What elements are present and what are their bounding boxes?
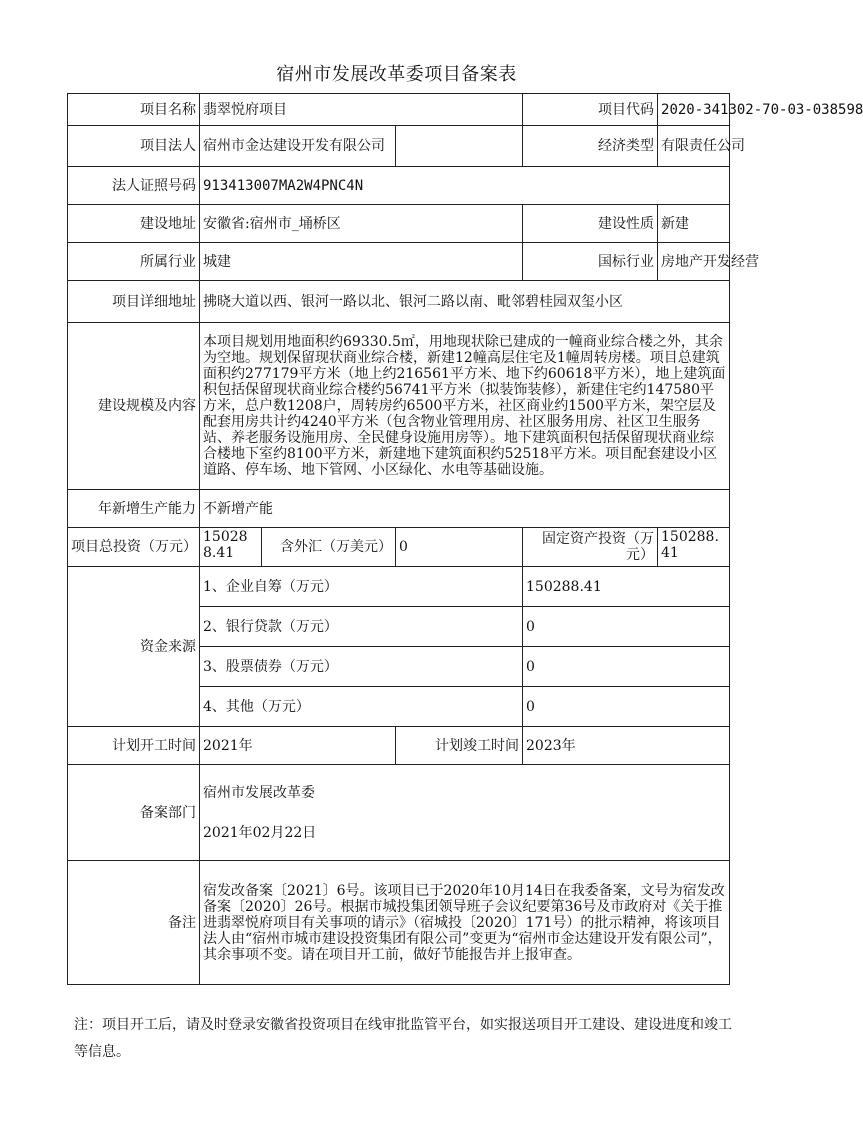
label-nature: 建设性质 [523,205,658,243]
label-remarks: 备注 [68,861,200,985]
label-license-no: 法人证照号码 [68,167,200,205]
label-planned-end: 计划竣工时间 [396,727,523,765]
value-location: 安徽省:宿州市_埇桥区 [200,205,523,243]
row-license-no [68,167,730,205]
funding-item-value: 150288.41 [523,567,730,607]
row-industry [68,243,730,281]
label-fixed-investment: 固定资产投资（万元） [523,528,658,567]
label-project-name: 项目名称 [68,94,200,126]
funding-item-value: 0 [523,647,730,687]
row-legal-person [68,126,730,167]
row-project-name [68,94,730,126]
value-project-code: 2020-341302-70-03-038598 [658,94,730,126]
filing-form-table [67,93,863,985]
funding-item-label: 2、银行贷款（万元） [200,607,523,647]
label-legal-person: 项目法人 [68,126,200,167]
value-industry: 城建 [200,243,523,281]
funding-item-label: 4、其他（万元） [200,687,523,727]
value-scale: 本项目规划用地面积约69330.5㎡，用地现状除已建成的一幢商业综合楼之外，其余为空地。规划保留现状商业综合楼，新建12幢高层住宅及1幢周转房楼。项目总建筑面积约277179平方米（地上约216561平方米、地下约60618平方米），地上建筑面积包括保留现状商业综合楼约56741平方米（拟装饰装修），新建住宅约147580平方米，总户数1208户，周转房约6500平方米，社区商业约1500平方米，架空层及配套用房共计约4240平方米（包含物业管理用房、社区服务用房、社区卫生服务站、养老服务设施用房、全民健身设施用房等）。地下建筑面积包括保留现状商业综合楼地下室约8100平方米，新建地下建筑面积约52518平方米。项目配套建设小区道路、停车场、地下管网、小区绿化、水电等基础设施。 [200,323,730,490]
label-planned-start: 计划开工时间 [68,727,200,765]
label-funding-source: 资金来源 [68,567,200,727]
label-economy-type: 经济类型 [523,126,658,167]
filing-dept-date: 2021年02月22日 [203,824,317,841]
value-address-detail: 拂晓大道以西、银河一路以北、银河二路以南、毗邻碧桂园双玺小区 [200,281,730,323]
value-planned-start: 2021年 [200,727,396,765]
row-funding-1 [68,567,730,607]
value-remarks: 宿发改备案〔2021〕6号。该项目已于2020年10月14日在我委备案，文号为宿发改备案〔2020〕26号。根据市城投集团领导班子会议纪要第36号及市政府对《关于推进翡翠悦府项目有关事项的请示》（宿城投〔2020〕171号）的批示精神，将该项目法人由“宿州市城市建设投资集团有限公司”变更为“宿州市金达建设开发有限公司”，其余事项不变。请在项目开工前，做好节能报告并上报审查。 [200,861,730,985]
funding-item-value: 0 [523,607,730,647]
label-scale: 建设规模及内容 [68,323,200,490]
row-capacity [68,490,730,528]
value-fixed-investment: 150288.41 [658,528,730,567]
filing-dept-stamp [200,765,730,861]
funding-item-label: 3、股票债券（万元） [200,647,523,687]
row-address-detail [68,281,730,323]
label-address-detail: 项目详细地址 [68,281,200,323]
label-industry: 所属行业 [68,243,200,281]
value-nature: 新建 [658,205,730,243]
value-planned-end: 2023年 [523,727,730,765]
footnote: 注：项目开工后，请及时登录安徽省投资项目在线审批监管平台，如实报送项目开工建设、建设进度和竣工等信息。 [74,1017,732,1060]
value-license-no: 913413007MA2W4PNC4N [200,167,730,205]
value-total-investment: 150288.41 [200,528,262,567]
label-capacity: 年新增生产能力 [68,490,200,528]
label-filing-dept: 备案部门 [68,765,200,861]
label-foreign-exchange: 含外汇（万美元） [262,528,396,567]
value-project-name: 翡翠悦府项目 [200,94,523,126]
document-title: 宿州市发展改革委项目备案表 [276,64,517,85]
value-capacity: 不新增产能 [200,490,730,528]
row-schedule [68,727,730,765]
label-location: 建设地址 [68,205,200,243]
label-national-industry: 国标行业 [523,243,658,281]
filing-dept-org: 宿州市发展改革委 [203,784,315,801]
funding-item-value: 0 [523,687,730,727]
row-scale [68,323,730,490]
value-foreign-exchange: 0 [396,528,523,567]
label-total-investment: 项目总投资（万元） [68,528,200,567]
value-legal-person: 宿州市金达建设开发有限公司 [200,126,396,167]
funding-item-label: 1、企业自筹（万元） [200,567,523,607]
row-investment [68,528,730,567]
row-remarks [68,861,730,985]
value-national-industry: 房地产开发经营 [658,243,730,281]
row-filing-dept [68,765,730,861]
value-economy-type: 有限责任公司 [658,126,730,167]
label-project-code: 项目代码 [523,94,658,126]
row-location [68,205,730,243]
